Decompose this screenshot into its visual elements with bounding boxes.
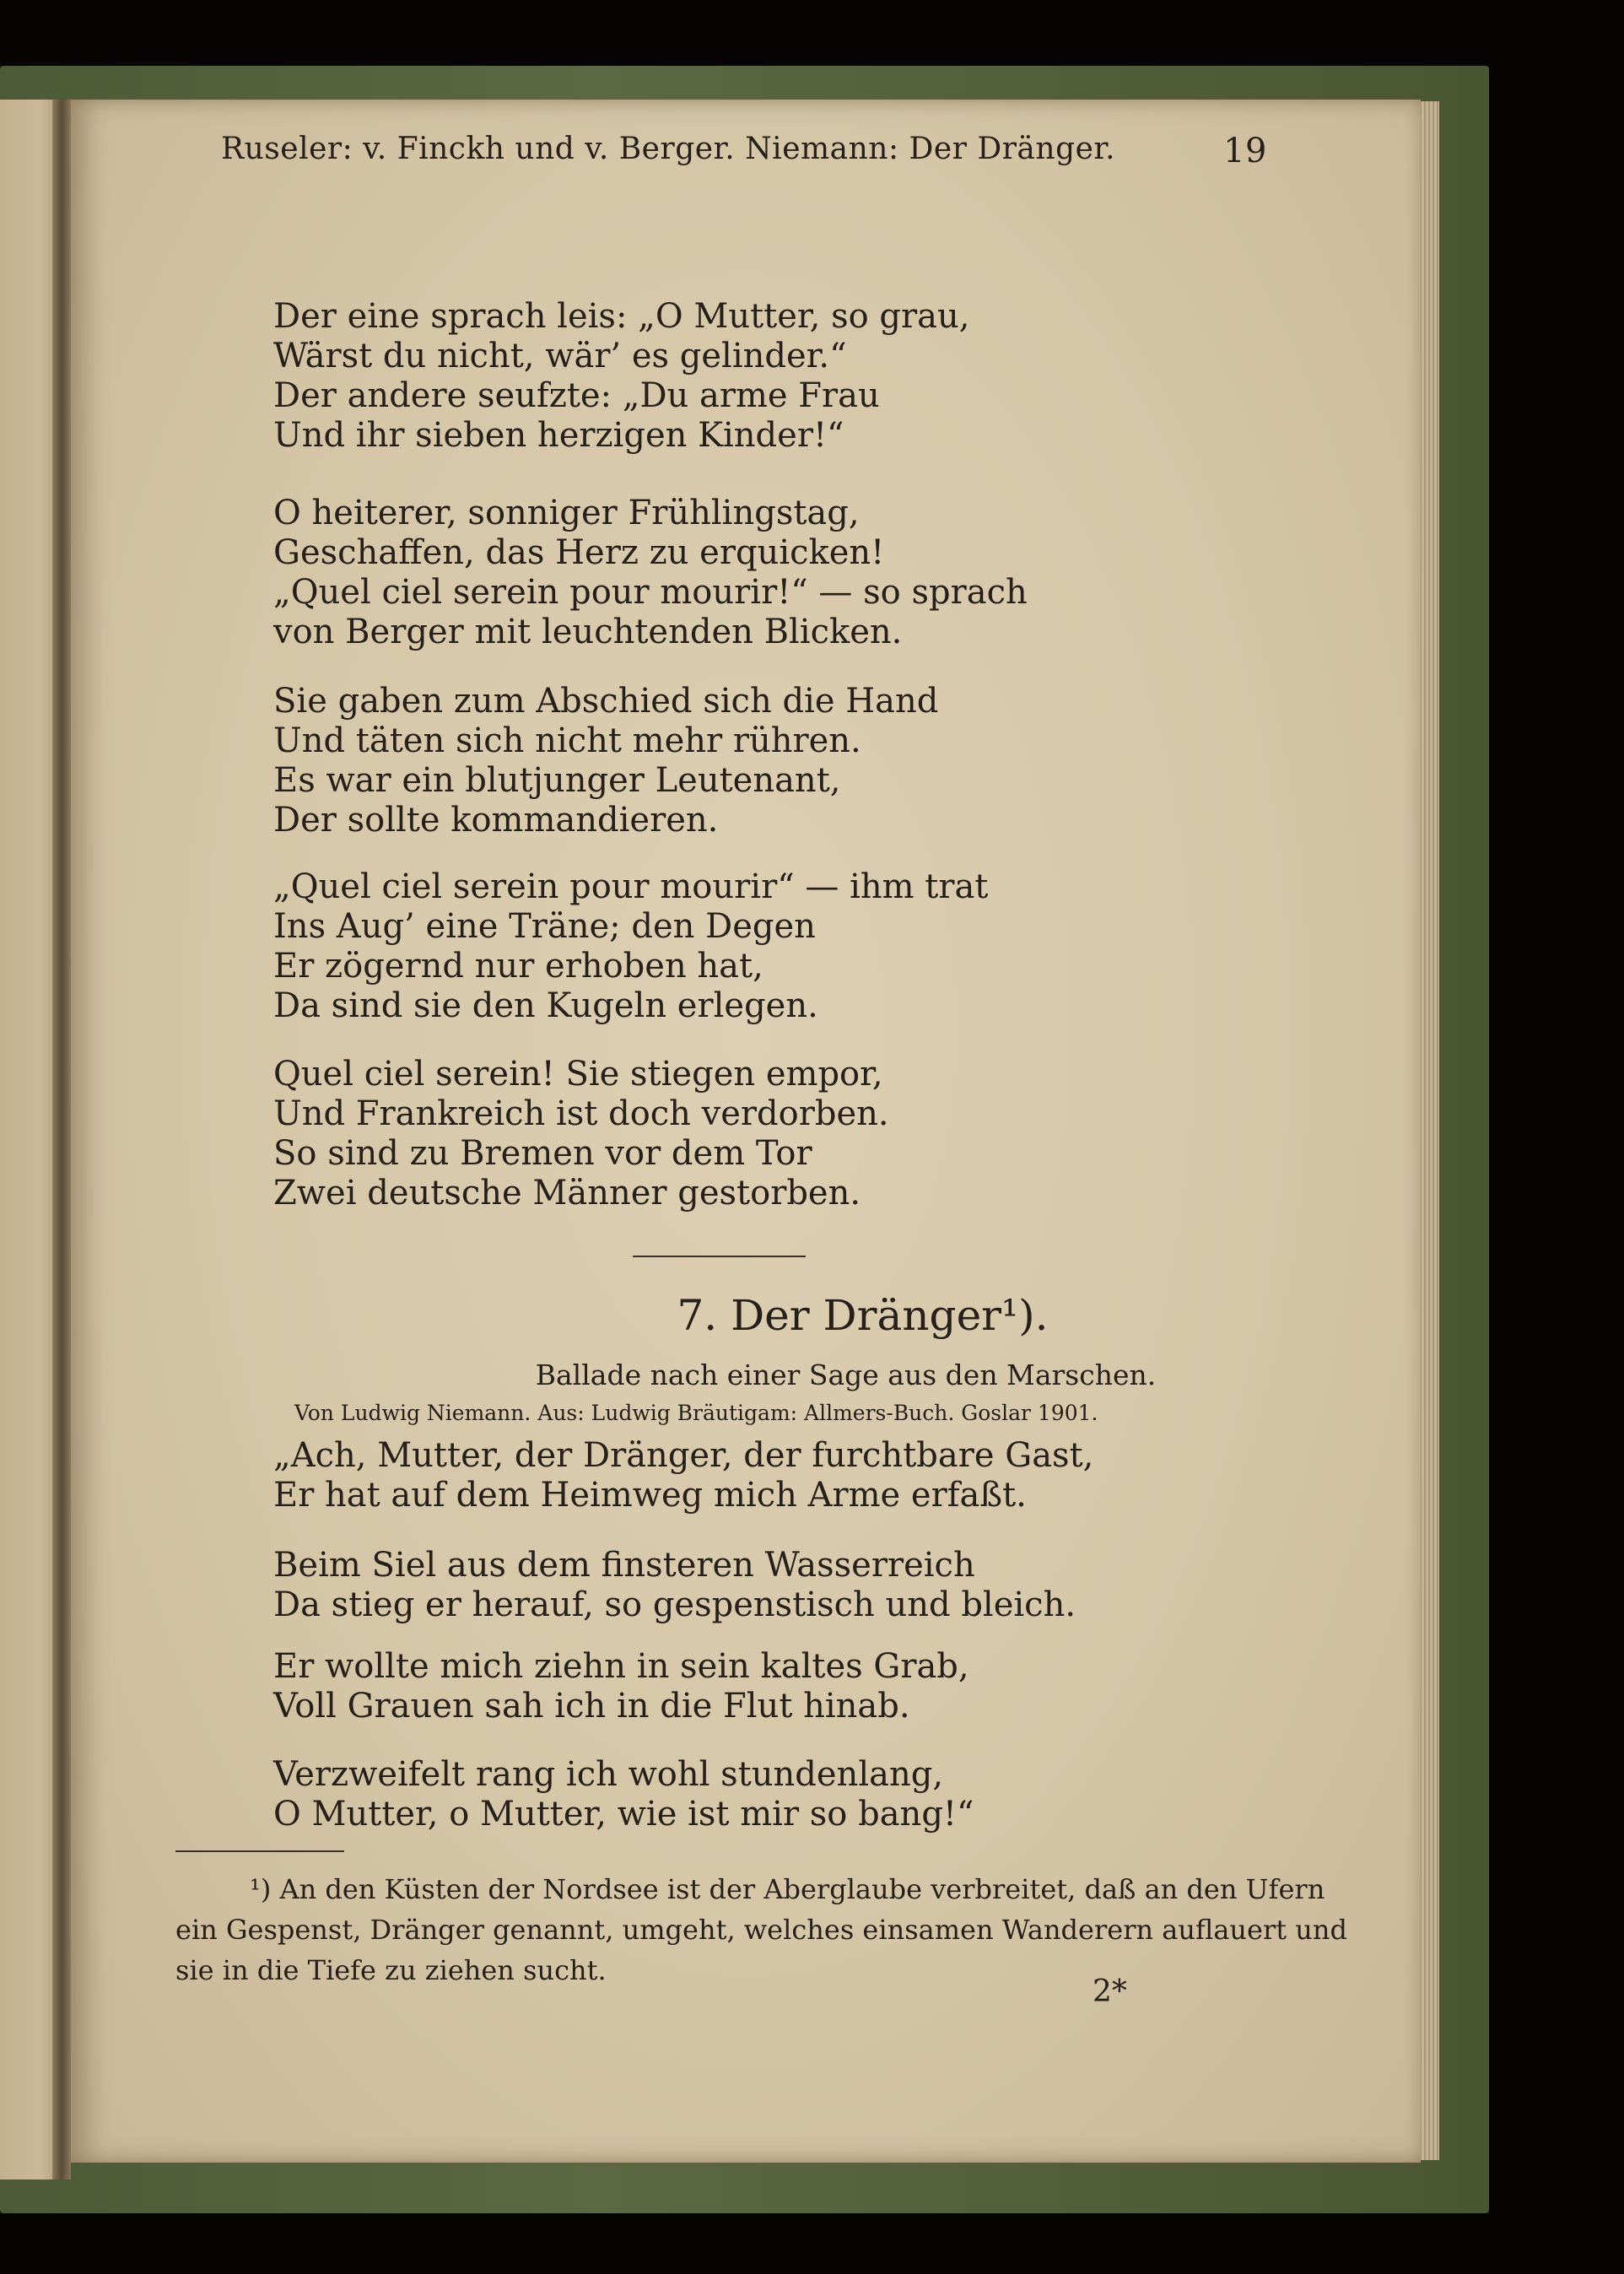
verse-line: von Berger mit leuchtenden Blicken. bbox=[273, 613, 903, 651]
footnote-rule bbox=[175, 1850, 344, 1852]
verse-line: „Ach, Mutter, der Dränger, der furchtbare Gast, bbox=[273, 1436, 1094, 1475]
verse-line: Er zögernd nur erhoben hat, bbox=[273, 947, 763, 986]
verse-line: Geschaffen, das Herz zu erquicken! bbox=[273, 533, 885, 572]
poem2-stanza bbox=[273, 1546, 1117, 1625]
section-divider bbox=[633, 1256, 806, 1257]
verse-line: Beim Siel aus dem finsteren Wasserreich bbox=[273, 1546, 975, 1585]
poem1-stanza bbox=[273, 494, 1117, 652]
verse-line: Und Frankreich ist doch verdorben. bbox=[273, 1094, 889, 1133]
book-gutter bbox=[52, 100, 71, 2179]
verse-line: Es war ein blutjunger Leutenant, bbox=[273, 761, 841, 800]
poem2-subtitle bbox=[0, 1358, 1624, 1391]
verse-line: So sind zu Bremen vor dem Tor bbox=[273, 1134, 812, 1173]
verse-line: Er hat auf dem Heimweg mich Arme erfaßt. bbox=[273, 1476, 1027, 1515]
verse-line: Sie gaben zum Abschied sich die Hand bbox=[273, 682, 939, 721]
verse-line: Zwei deutsche Männer gestorben. bbox=[273, 1174, 861, 1213]
verse-line: Verzweifelt rang ich wohl stundenlang, bbox=[273, 1755, 944, 1794]
running-header bbox=[221, 125, 1267, 176]
verse-line: Quel ciel serein! Sie stiegen empor, bbox=[273, 1055, 883, 1094]
poem2-stanza bbox=[273, 1755, 1117, 1834]
poem1-stanza bbox=[273, 1055, 1117, 1213]
poem1-stanza bbox=[273, 297, 1117, 456]
verse-line: Und täten sich nicht mehr rühren. bbox=[273, 721, 861, 760]
verse-line: Der sollte kommandieren. bbox=[273, 801, 719, 840]
poem2-title-text: 7. Der Dränger¹). bbox=[677, 1291, 1049, 1340]
footnote-line: ¹) An den Küsten der Nordsee ist der Aberglaube verbreitet, daß an den Ufern bbox=[250, 1873, 1325, 1905]
page-number: 19 bbox=[1223, 132, 1267, 170]
running-title: Ruseler: v. Finckh und v. Berger. Niemann: Der Dränger. bbox=[221, 132, 1116, 166]
poem2-stanza bbox=[273, 1436, 1117, 1515]
verse-line: Voll Grauen sah ich in die Flut hinab. bbox=[273, 1687, 910, 1726]
poem1-stanza bbox=[273, 867, 1117, 1026]
poem2-subtitle-text: Ballade nach einer Sage aus den Marschen. bbox=[535, 1358, 1157, 1391]
poem2-title bbox=[0, 1291, 1624, 1340]
verse-line: O heiterer, sonniger Frühlingstag, bbox=[273, 494, 860, 532]
verse-line: Der eine sprach leis: „O Mutter, so grau, bbox=[273, 297, 970, 336]
verse-line: Er wollte mich ziehn in sein kaltes Grab, bbox=[273, 1647, 969, 1686]
verse-line: Da stieg er herauf, so gespenstisch und bleich. bbox=[273, 1585, 1076, 1624]
verse-line: Ins Aug’ eine Träne; den Degen bbox=[273, 907, 816, 946]
footnote-line: ein Gespenst, Dränger genannt, umgeht, welches einsamen Wanderern auflauert und bbox=[175, 1914, 1347, 1946]
poem1-stanza bbox=[273, 682, 1117, 840]
poem2-stanza bbox=[273, 1647, 1117, 1726]
verse-line: Der andere seufzte: „Du arme Frau bbox=[273, 376, 880, 415]
footnote bbox=[175, 1869, 1347, 1990]
verse-line: „Quel ciel serein pour mourir!“ — so sprach bbox=[273, 573, 1028, 612]
verse-line: Da sind sie den Kugeln erlegen. bbox=[273, 986, 818, 1025]
footnote-line: sie in die Tiefe zu ziehen sucht. bbox=[175, 1954, 607, 1986]
poem2-source: Von Ludwig Niemann. Aus: Ludwig Bräutigam: Allmers-Buch. Goslar 1901. bbox=[294, 1401, 1098, 1425]
verse-line: „Quel ciel serein pour mourir“ — ihm trat bbox=[273, 867, 989, 906]
verse-line: Und ihr sieben herzigen Kinder!“ bbox=[273, 416, 844, 455]
signature-mark: 2* bbox=[1093, 1974, 1127, 2009]
verse-line: Wärst du nicht, wär’ es gelinder.“ bbox=[273, 337, 847, 375]
verse-line: O Mutter, o Mutter, wie ist mir so bang!“ bbox=[273, 1795, 974, 1834]
